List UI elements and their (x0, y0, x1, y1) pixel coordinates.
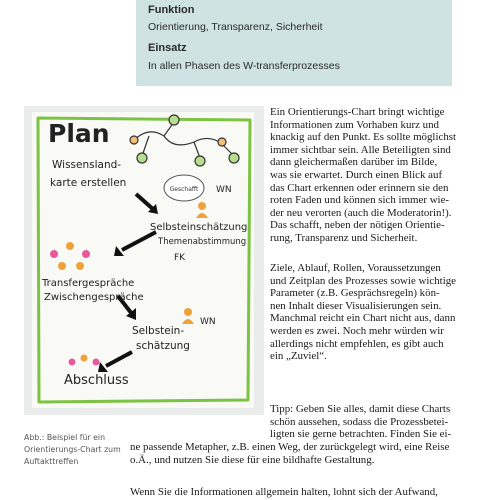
caption-line-3: Auftakttreffen (24, 457, 79, 466)
usage-value: In allen Phasen des W-transferprozesses (148, 60, 340, 72)
usage-label: Einsatz (148, 42, 187, 54)
function-value: Orientierung, Transparenz, Sicherheit (148, 21, 323, 33)
text-line: Informationen zum Vorhaben kurz und (270, 118, 439, 131)
text-line: knackig auf den Punkt. Es sollte möglichst (270, 131, 457, 144)
text-line: werden es zwei. Noch mehr würden wir (270, 324, 444, 337)
text-line: Wenn Sie die Informationen allgemein halten, lohnt sich der Aufwand, (130, 486, 438, 498)
text-line: Ziele, Ablauf, Rollen, Voraussetzungen (270, 262, 441, 274)
paragraph-3 (270, 403, 475, 441)
tag-wn-2: WN (200, 317, 216, 327)
info-box (136, 0, 452, 86)
text-line: Das schafft, neben der nötigen Orientie- (270, 219, 445, 232)
step-3-line-2: Zwischengespräche (44, 292, 144, 303)
text-line: nen Inhalt dieser Visualisierungen sein. (270, 299, 442, 312)
text-line: Tipp: Geben Sie alles, damit diese Charts (270, 403, 451, 415)
step-4-line-2: schätzung (136, 340, 190, 352)
text-line: Parameter (z.B. Gesprächsregeln) kön- (270, 287, 440, 300)
step-1-line-2: karte erstellen (50, 177, 127, 189)
paragraph-2 (270, 262, 475, 363)
text-line: dann gleichermaßen darüber im Bilde, (270, 156, 438, 169)
bubble-text: Geschafft (169, 186, 199, 193)
caption-line-2: Orientierungs-Chart zum (24, 445, 121, 454)
text-line: immer sichtbar sein. Alle Beteiligten sind (270, 143, 451, 156)
step-4-line-1: Selbstein- (132, 325, 185, 337)
text-line: ne passende Metapher, z.B. einen Weg, der zurückgelegt wird, eine Reise (130, 441, 450, 453)
text-line: und Zeitplan des Prozesses sowie wichtige (270, 274, 457, 287)
flipchart-drawing (24, 106, 264, 415)
tag-wn-1: WN (216, 185, 232, 195)
tag-fk: FK (174, 253, 186, 263)
text-line: das Chart erkennen oder erinnern sie den (270, 181, 449, 194)
paragraph-4 (130, 486, 475, 499)
text-line: allerdings nicht empfehlen, es gibt auch (270, 337, 444, 350)
text-line: rung, Transparenz und Sicherheit. (270, 231, 418, 244)
text-line: roten Faden und können sich immer wie- (270, 194, 450, 207)
figure-caption (24, 432, 124, 468)
step-3-line-1: Transfergespräche (42, 278, 135, 289)
function-label: Funktion (148, 4, 195, 16)
text-line: Manchmal reicht ein Chart nicht aus, dann (270, 312, 456, 325)
paragraph-3-continued (130, 441, 475, 466)
paragraph-1 (270, 106, 475, 245)
text-line: der neu verorten (auch die Moderatorin!). (270, 206, 452, 219)
step-1-line-1: Wissensland- (52, 159, 122, 171)
step-5: Abschluss (64, 373, 129, 388)
step-2-line-2: Themenabstimmung (158, 237, 247, 247)
text-line: ligten sie gerne betrachten. Finden Sie ei- (270, 428, 452, 441)
step-2-line-1: Selbsteinschätzung (150, 222, 248, 233)
text-line: o.Ä., und nutzen Sie diese für eine bildhafte Gestaltung. (130, 453, 375, 466)
flipchart-image (24, 106, 264, 415)
caption-line-1: Abb.: Beispiel für ein (24, 433, 106, 442)
text-line: Ein Orientierungs-Chart bringt wichtige (270, 106, 445, 118)
chart-title: Plan (48, 119, 110, 148)
text-line: schön aussehen, sodass die Prozessbetei- (270, 415, 449, 428)
text-line: was sie erwartet. Durch einen Blick auf (270, 168, 443, 181)
text-line: ein „Zuviel“. (270, 350, 327, 363)
speech-bubble (164, 175, 204, 201)
